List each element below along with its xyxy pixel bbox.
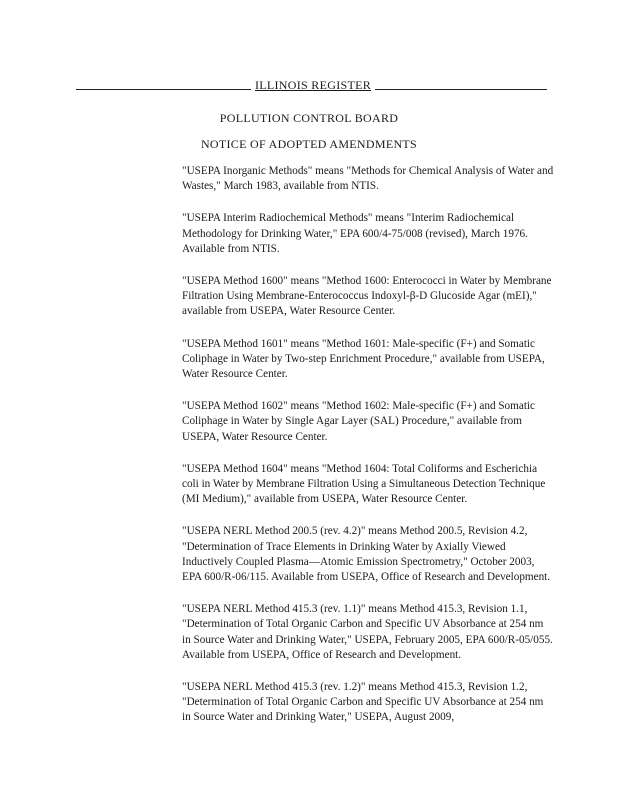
definition-paragraph: "USEPA Method 1604" means "Method 1604: Total Coliforms and Escherichia coli in Water by Membrane Filtration Using a Simultaneous Detection Technique (MI Medium)," available from USEPA, Water Resource Center. <box>182 462 546 506</box>
register-title: ILLINOIS REGISTER <box>254 78 372 92</box>
definition-paragraph: "USEPA Interim Radiochemical Methods" means "Interim Radiochemical Methodology for Drinking Water," EPA 600/4-75/008 (revised), March 1976. Available from NTIS. <box>182 212 528 255</box>
definition-paragraph: "USEPA Method 1600" means "Method 1600: Enterococci in Water by Membrane Filtration Using Membrane-Enterococcus Indoxyl-β-D Glucoside Agar (mEI)," available from USEPA, Water Resource Center. <box>182 275 552 318</box>
board-title: POLLUTION CONTROL BOARD <box>219 111 399 125</box>
definition-paragraph: "USEPA NERL Method 415.3 (rev. 1.1)" means Method 415.3, Revision 1.1, "Determination of Total Organic Carbon and Specific UV Absorbance at 254 nm in Source Water and Drinking Water," USEPA, February 2005, EPA 600/R-05/055. Available from USEPA, Office of Research and Development. <box>182 603 553 661</box>
definition-paragraph: "USEPA NERL Method 415.3 (rev. 1.2)" means Method 415.3, Revision 1.2, "Determination of Total Organic Carbon and Specific UV Absorbance at 254 nm in Source Water and Drinking Water," USEPA, August 2009, <box>182 681 544 724</box>
header-rule-right <box>375 89 547 90</box>
definition-paragraph: "USEPA Inorganic Methods" means "Methods for Chemical Analysis of Water and Wastes," March 1983, available from NTIS. <box>182 165 554 193</box>
definitions-list <box>182 164 554 743</box>
header-rule-left <box>76 89 251 90</box>
definition-paragraph: "USEPA Method 1602" means "Method 1602: Male-specific (F+) and Somatic Coliphage in Water by Single Agar Layer (SAL) Procedure," available from USEPA, Water Resource Center. <box>182 400 536 443</box>
notice-title: NOTICE OF ADOPTED AMENDMENTS <box>200 137 418 151</box>
definition-paragraph: "USEPA Method 1601" means "Method 1601: Male-specific (F+) and Somatic Coliphage in Water by Two-step Enrichment Procedure," available from USEPA, Water Resource Center. <box>182 337 545 381</box>
definition-paragraph: "USEPA NERL Method 200.5 (rev. 4.2)" means Method 200.5, Revision 4.2, "Determination of Trace Elements in Drinking Water by Axially Viewed Inductively Coupled Plasma—Atomic Emission Spectrometry," October 2003, EPA 600/R-06/115. Available from USEPA, Office of Research and Development. <box>182 525 551 584</box>
